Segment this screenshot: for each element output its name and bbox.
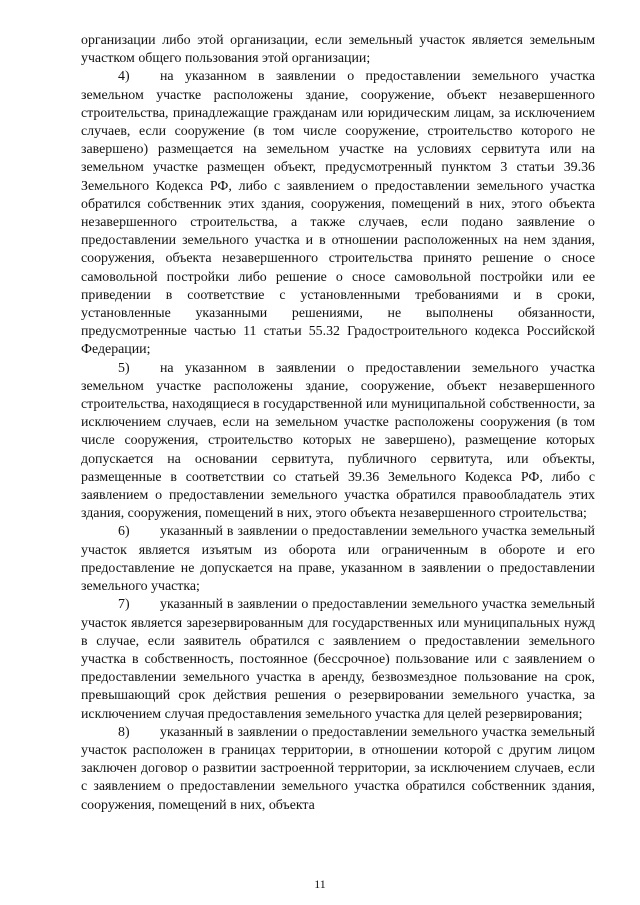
- item-number: 5): [118, 360, 130, 376]
- item-number: 6): [118, 524, 130, 540]
- list-item-7: [81, 596, 595, 723]
- list-item-5: [81, 360, 595, 524]
- item-text: на указанном в заявлении о предоставлении земельного участка земельном участке расположены здание, сооружение, объект незавершенного строительства, находящиеся в государственной или муниципальной собственности, за исключением случаев, если на земельном участке расположены сооружения (в том числе сооружения, строительство которых не завершено), размещение которых допускается на основании сервитута, публичного сервитута, или объекты, размещенные в соответствии со статьей 39.36 Земельного Кодекса РФ, либо с заявлением о предоставлении земельного участка обратился правообладатель этих здания, сооружения, помещений в них, этого объекта незавершенного строительства;: [81, 360, 595, 522]
- item-text: указанный в заявлении о предоставлении земельного участка земельный участок является изъятым из оборота или ограниченным в обороте и его предоставление не допускается на праве, указанном в заявлении о предоставлении земельного участка;: [81, 524, 595, 595]
- list-item-6: [81, 523, 595, 596]
- list-item-8: [81, 724, 595, 815]
- document-body: [81, 32, 595, 815]
- lead-paragraph: организации либо этой организации, если земельный участок является земельным участком общего пользования этой организации;: [81, 33, 595, 67]
- page-number: 11: [314, 877, 326, 891]
- item-text: на указанном в заявлении о предоставлении земельного участка земельном участке расположены здание, сооружение, объект незавершенного строительства, принадлежащие гражданам или юридическим лицам, за исключением случаев, если сооружение (в том числе сооружение, строительство которого не завершено) размещается на земельном участке на условиях сервитута или на земельном участке размещен объект, предусмотренный пунктом 3 статьи 39.36 Земельного Кодекса РФ, либо с заявлением о предоставлении земельного участка обратился собственник этих здания, сооружения, помещений в них, этого объекта незавершенного строительства, а также случаев, если подано заявление о предоставлении земельного участка и в отношении расположенных на нем здания, сооружения, объекта незавершенного строительства принято решение о сносе самовольной постройки либо решение о сносе самовольной постройки или ее приведении в соответствие с установленными требованиями и в сроки, установленные указанными решениями, не выполнены обязанности, предусмотренные частью 11 статьи 55.32 Градостроительного кодекса Российской Федерации;: [81, 69, 595, 358]
- item-text: указанный в заявлении о предоставлении земельного участка земельный участок является зарезервированным для государственных или муниципальных нужд в случае, если заявитель обратился с заявлением о предоставлении земельного участка в собственность, постоянное (бессрочное) пользование или с заявлением о предоставлении земельного участка в аренду, безвозмездное пользование на срок, превышающий срок действия решения о резервировании земельного участка, за исключением случая предоставления земельного участка для целей резервирования;: [81, 597, 595, 722]
- list-item-4: [81, 68, 595, 359]
- item-number: 4): [118, 69, 130, 85]
- item-text: указанный в заявлении о предоставлении земельного участка земельный участок расположен в границах территории, в отношении которой с другим лицом заключен договор о развитии застроенной территории, за исключением случаев, если с заявлением о предоставлении земельного участка обратился собственник здания, сооружения, помещений в них, объекта: [81, 724, 595, 813]
- item-number: 8): [118, 724, 130, 740]
- item-number: 7): [118, 597, 130, 613]
